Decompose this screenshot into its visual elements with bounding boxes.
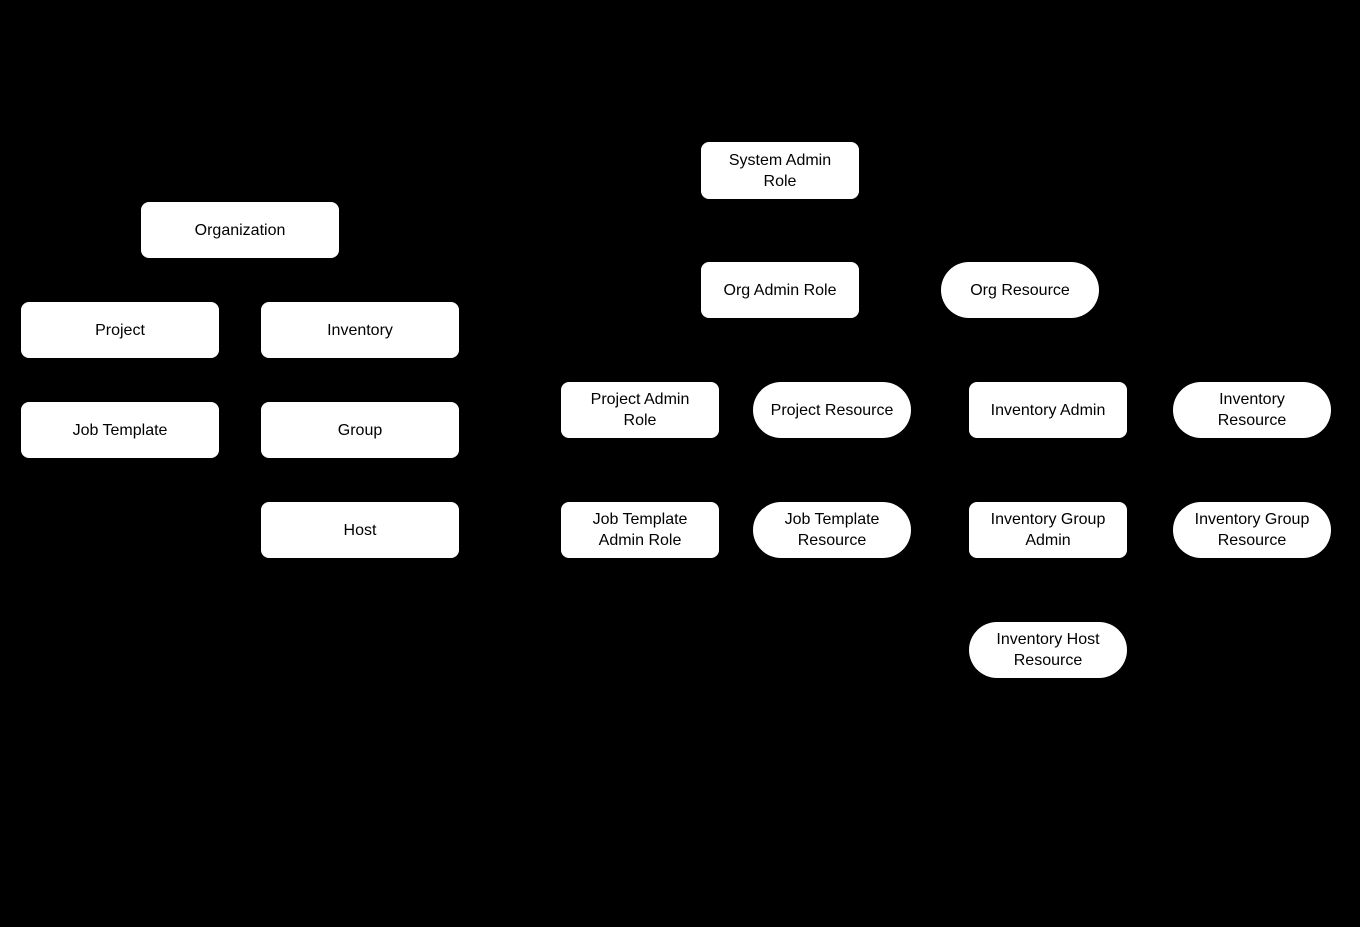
node-label-line: Job Template	[592, 511, 688, 528]
node-label-line: System Admin	[728, 151, 832, 169]
node-label-line: Resource	[1217, 532, 1287, 549]
node-label-line: Resource	[1217, 412, 1287, 429]
node-label-line: Inventory Group	[990, 511, 1106, 528]
node-label-line: Resource	[1013, 652, 1083, 669]
node-label-line: Inventory Host	[996, 631, 1100, 648]
node-system-admin-role	[701, 142, 859, 199]
node-label-line: Inventory Group	[1194, 511, 1310, 528]
node-project	[21, 302, 219, 358]
node-host	[261, 502, 459, 558]
node-organization	[141, 202, 339, 258]
node-project-resource	[753, 382, 911, 438]
node-label-line: Project Resource	[770, 401, 894, 419]
node-job-template-resource	[753, 502, 911, 558]
node-inventory-group-admin	[969, 502, 1127, 558]
node-label-line: Org Resource	[970, 281, 1070, 299]
node-org-admin-role	[701, 262, 859, 318]
node-label-line: Inventory	[1219, 391, 1285, 408]
node-label-line: Group	[337, 421, 383, 439]
node-group	[261, 402, 459, 458]
node-label-line: Role	[623, 412, 657, 429]
node-project-admin-role	[561, 382, 719, 438]
node-label-line: Org Admin Role	[723, 281, 837, 299]
node-label-line: Resource	[797, 532, 867, 549]
node-label-line: Job Template	[72, 421, 168, 439]
node-inventory-group-resource	[1173, 502, 1331, 558]
node-label-line: Inventory	[327, 321, 393, 339]
node-label-line: Role	[763, 172, 797, 190]
node-label-line: Inventory Admin	[990, 401, 1106, 419]
node-inventory-host-resource	[969, 622, 1127, 678]
node-label-line: Project	[95, 321, 145, 339]
node-label-line: Organization	[194, 221, 286, 239]
node-inventory-resource	[1173, 382, 1331, 438]
node-org-resource	[941, 262, 1099, 318]
node-label-line: Job Template	[784, 511, 880, 528]
node-job-template	[21, 402, 219, 458]
node-inventory-admin	[969, 382, 1127, 438]
node-label-line: Host	[343, 521, 377, 539]
node-job-template-admin-role	[561, 502, 719, 558]
node-label-line: Project Admin	[590, 391, 690, 408]
node-label-line: Admin Role	[598, 532, 682, 549]
node-inventory	[261, 302, 459, 358]
node-label-line: Admin	[1025, 532, 1071, 549]
